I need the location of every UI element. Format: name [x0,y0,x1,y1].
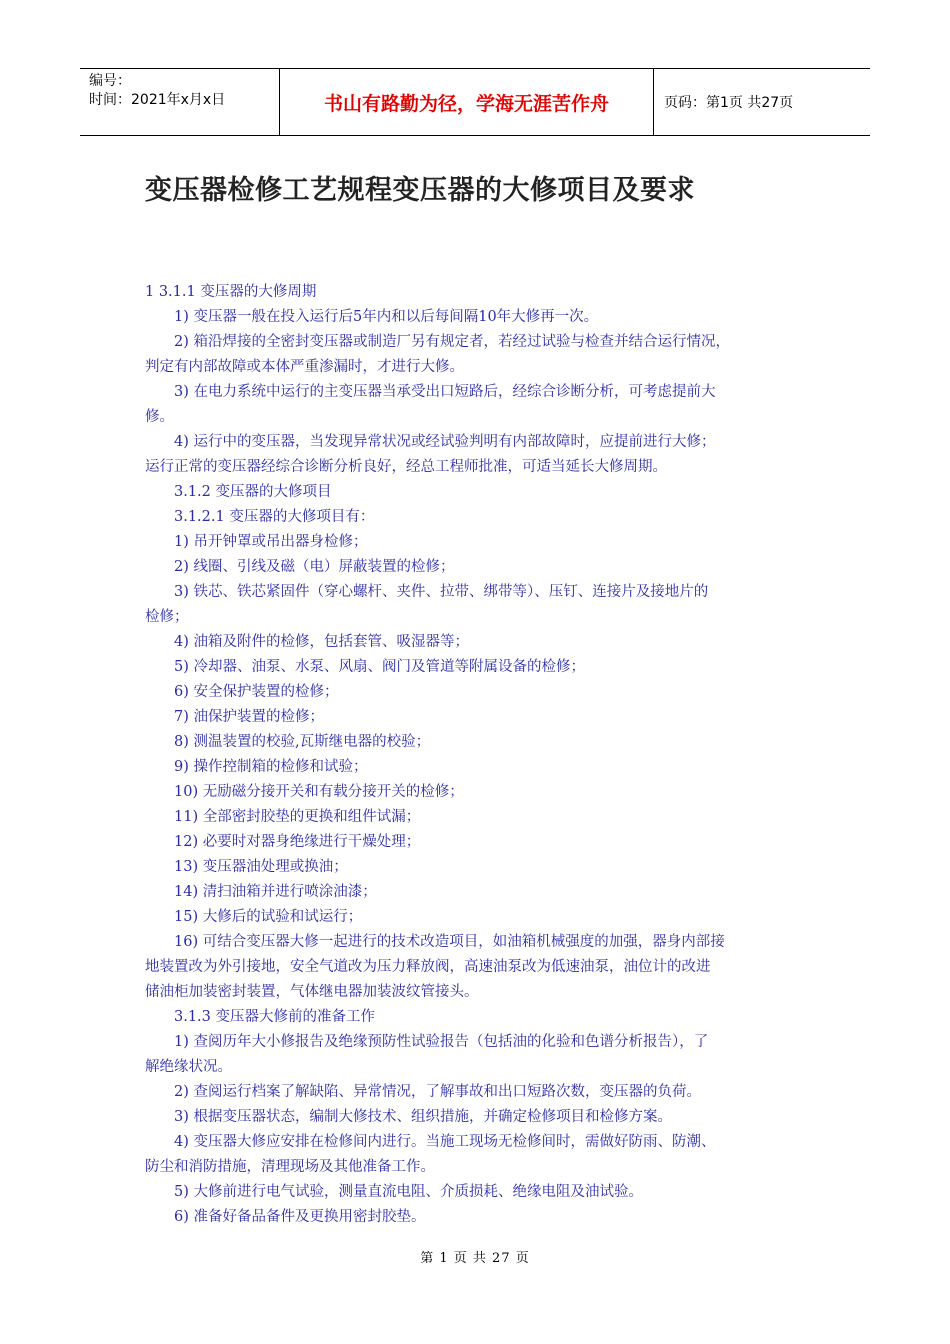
paragraph-line: 6) 安全保护装置的检修； [174,684,339,700]
paragraph-line: 储油柜加装密封装置，气体继电器加装波纹管接头。 [145,984,479,1000]
document-title: 变压器检修工艺规程变压器的大修项目及要求 [145,175,695,206]
paragraph-line: 11) 全部密封胶垫的更换和组件试漏； [174,809,421,825]
paragraph-line: 1) 吊开钟罩或吊出器身检修； [174,534,368,550]
header-left-cell [80,69,280,135]
paragraph-line: 3) 根据变压器状态，编制大修技术、组织措施，并确定检修项目和检修方案。 [174,1109,672,1125]
paragraph-line: 2) 查阅运行档案了解缺陷、异常情况，了解事故和出口短路次数，变压器的负荷。 [174,1084,701,1100]
paragraph-line: 2) 线圈、引线及磁（电）屏蔽装置的检修； [174,559,455,575]
header-page-info: 页码：第1页 共27页 [664,95,794,111]
paragraph-line: 1) 变压器一般在投入运行后5年内和以后每间隔10年大修再一次。 [174,309,599,325]
paragraph-line: 1) 查阅历年大小修报告及绝缘预防性试验报告（包括油的化验和色谱分析报告），了 [174,1034,709,1050]
paragraph-line: 3) 在电力系统中运行的主变压器当承受出口短路后，经综合诊断分析，可考虑提前大 [174,384,716,400]
paragraph-line: 6) 准备好备品备件及更换用密封胶垫。 [174,1209,426,1225]
paragraph-line: 5) 大修前进行电气试验，测量直流电阻、介质损耗、绝缘电阻及油试验。 [174,1184,643,1200]
paragraph-line: 2) 箱沿焊接的全密封变压器或制造厂另有规定者，若经过试验与检查并结合运行情况， [174,334,730,350]
page-footer: 第 1 页 共 27 页 [420,1251,530,1266]
paragraph-line: 5) 冷却器、油泵、水泵、风扇、阀门及管道等附属设备的检修； [174,659,585,675]
paragraph-line: 4) 变压器大修应安排在检修间内进行。当施工现场无检修间时，需做好防雨、防潮、 [174,1134,716,1150]
paragraph-line: 地装置改为外引接地，安全气道改为压力释放阀，高速油泵改为低速油泵，油位计的改进 [145,959,711,975]
paragraph-line: 解绝缘状况。 [145,1059,232,1075]
header-motto: 书山有路勤为径，学海无涯苦作舟 [280,69,654,135]
paragraph-line: 3.1.3 变压器大修前的准备工作 [174,1009,376,1025]
paragraph-line: 13) 变压器油处理或换油； [174,859,348,875]
paragraph-line: 检修； [145,609,189,625]
paragraph-line: 14) 清扫油箱并进行喷涂油漆； [174,884,377,900]
paragraph-line: 修。 [145,409,174,425]
page-header [80,68,870,136]
paragraph-line: 15) 大修后的试验和试运行； [174,909,363,925]
paragraph-line: 4) 油箱及附件的检修，包括套管、吸湿器等； [174,634,469,650]
paragraph-line: 运行正常的变压器经综合诊断分析良好，经总工程师批准，可适当延长大修周期。 [145,459,667,475]
paragraph-line: 判定有内部故障或本体严重渗漏时，才进行大修。 [145,359,464,375]
paragraph-line: 3) 铁芯、铁芯紧固件（穿心螺杆、夹件、拉带、绑带等）、压钉、连接片及接地片的 [174,584,709,600]
time-label: 时间：2021年x月x日 [89,92,226,108]
paragraph-line: 12) 必要时对器身绝缘进行干燥处理； [174,834,421,850]
paragraph-line: 1 3.1.1 变压器的大修周期 [145,284,317,300]
paragraph-line: 3.1.2.1 变压器的大修项目有： [174,509,375,525]
paragraph-line: 16) 可结合变压器大修一起进行的技术改造项目，如油箱机械强度的加强，器身内部接 [174,934,725,950]
paragraph-line: 3.1.2 变压器的大修项目 [174,484,332,500]
paragraph-line: 4) 运行中的变压器，当发现异常状况或经试验判明有内部故障时，应提前进行大修； [174,434,716,450]
number-label: 编号： [89,73,131,89]
paragraph-line: 防尘和消防措施，清理现场及其他准备工作。 [145,1159,435,1175]
paragraph-line: 8) 测温装置的校验,瓦斯继电器的校验； [174,734,431,750]
paragraph-line: 7) 油保护装置的检修； [174,709,324,725]
paragraph-line: 9) 操作控制箱的检修和试验； [174,759,368,775]
document-body [145,280,813,1230]
paragraph-line: 10) 无励磁分接开关和有载分接开关的检修； [174,784,464,800]
